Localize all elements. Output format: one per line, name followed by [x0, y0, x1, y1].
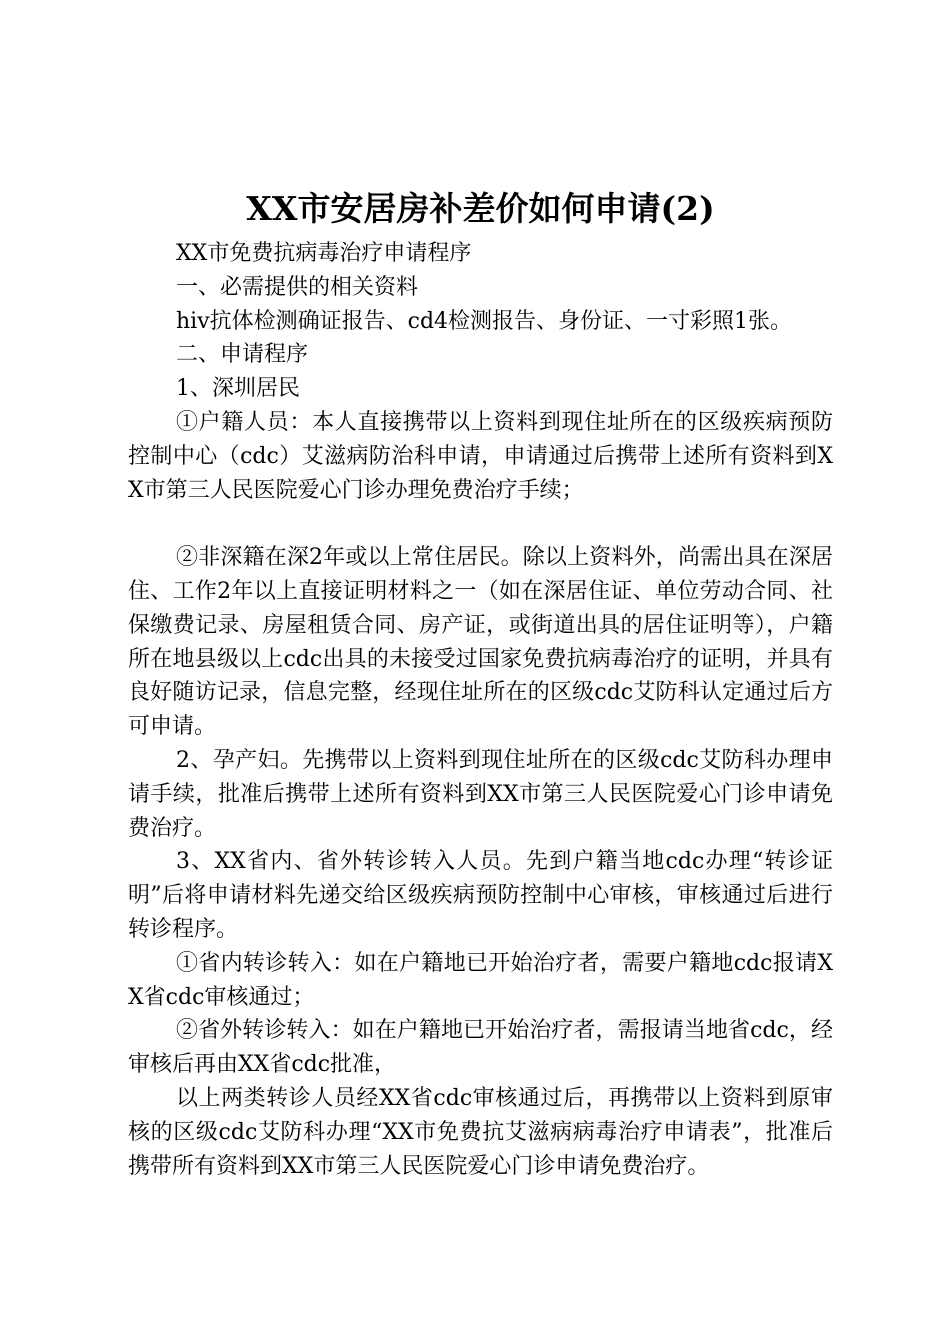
paragraph-out-province-transfer: ②省外转诊转入：如在户籍地已开始治疗者，需报请当地省cdc，经审核后再由XX省cdc批准，	[128, 1018, 833, 1078]
section-heading-procedure: 二、申请程序	[176, 342, 309, 368]
paragraph-program-heading: XX市免费抗病毒治疗申请程序	[176, 241, 472, 266]
paragraph-registered-residents: ①户籍人员：本人直接携带以上资料到现住址所在的区级疾病预防控制中心（cdc）艾滋病防治科申请，申请通过后携带上述所有资料到XX市第三人民医院爱心门诊办理免费治疗手续；	[128, 409, 833, 503]
paragraph-non-registered-residents: ②非深籍在深2年或以上常住居民。除以上资料外，尚需出具在深居住、工作2年以上直接证明材料之一（如在深居住证、单位劳动合同、社保缴费记录、房屋租赁合同、房产证，或街道出具的居住证明等），户籍所在地县级以上cdc出具的未接受过国家免费抗病毒治疗的证明，并具有良好随访记录，信息完整，经现住址所在的区级cdc艾防科认定通过后方可申请。	[128, 545, 833, 740]
paragraph-materials-list: hiv抗体检测确证报告、cd4检测报告、身份证、一寸彩照1张。	[176, 308, 793, 334]
document-title: XX市安居房补差价如何申请(2)	[246, 189, 715, 228]
section-heading-materials: 一、必需提供的相关资料	[176, 274, 419, 300]
paragraph-transfer-followup: 以上两类转诊人员经XX省cdc审核通过后，再携带以上资料到原审核的区级cdc艾防科办理“XX市免费抗艾滋病病毒治疗申请表”，批准后携带所有资料到XX市第三人民医院爱心门诊申请免费治疗。	[128, 1085, 833, 1179]
subheading-shenzhen-residents: 1、深圳居民	[176, 376, 300, 402]
paragraph-pregnant-women: 2、孕产妇。先携带以上资料到现住址所在的区级cdc艾防科办理申请手续，批准后携带上述所有资料到XX市第三人民医院爱心门诊申请免费治疗。	[128, 747, 833, 841]
document-body	[128, 237, 833, 1183]
paragraph-in-province-transfer: ①省内转诊转入：如在户籍地已开始治疗者，需要户籍地cdc报请XX省cdc审核通过；	[128, 950, 833, 1010]
paragraph-transfer-patients: 3、XX省内、省外转诊转入人员。先到户籍当地cdc办理“转诊证明”后将申请材料先递交给区级疾病预防控制中心审核，审核通过后进行转诊程序。	[128, 849, 833, 942]
